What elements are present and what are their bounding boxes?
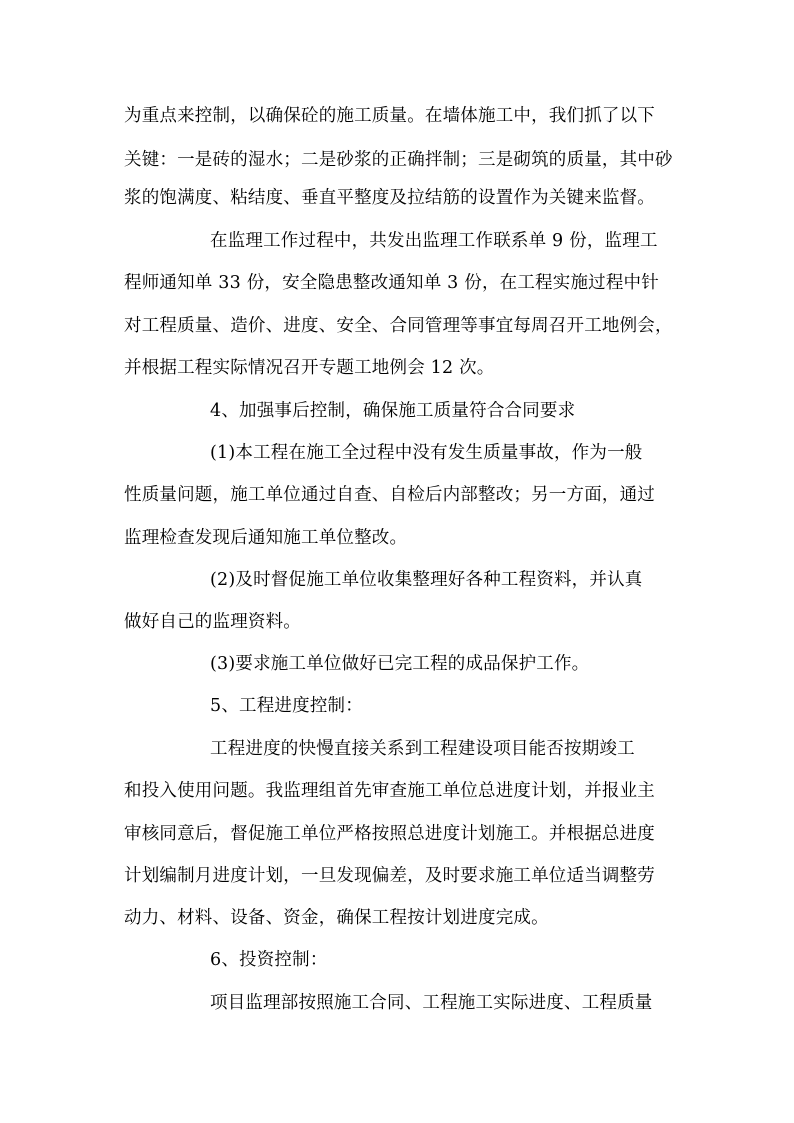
paragraph-line: (1)本工程在施工全过程中没有发生质量事故，作为一般 (210, 443, 643, 463)
paragraph-line: 做好自己的监理资料。 (124, 612, 301, 632)
paragraph-line: 对工程质量、造价、进度、安全、合同管理等事宜每周召开工地例会， (124, 316, 673, 336)
paragraph-line: 项目监理部按照施工合同、工程施工实际进度、工程质量 (210, 993, 653, 1013)
paragraph-line: 计划编制月进度计划，一旦发现偏差，及时要求施工单位适当调整劳 (124, 866, 655, 886)
paragraph-line: 工程进度的快慢直接关系到工程建设项目能否按期竣工 (210, 739, 635, 759)
paragraph-line: 浆的饱满度、粘结度、垂直平整度及拉结筋的设置作为关键来监督。 (124, 188, 655, 208)
paragraph-line: 在监理工作过程中，共发出监理工作联系单 9 份，监理工 (210, 231, 658, 251)
paragraph-line: 和投入使用问题。我监理组首先审查施工单位总进度计划，并报业主 (124, 781, 655, 801)
paragraph-line: 性质量问题，施工单位通过自查、自检后内部整改；另一方面，通过 (124, 485, 655, 505)
paragraph-line: 为重点来控制，以确保砼的施工质量。在墙体施工中，我们抓了以下 (124, 106, 655, 126)
paragraph-line: 动力、材料、设备、资金，确保工程按计划进度完成。 (124, 908, 549, 928)
section-heading: 6、投资控制： (210, 950, 328, 970)
paragraph-line: 关键：一是砖的湿水；二是砂浆的正确拌制；三是砌筑的质量，其中砂 (124, 150, 673, 170)
paragraph-line: (3)要求施工单位做好已完工程的成品保护工作。 (210, 654, 590, 674)
paragraph-line: (2)及时督促施工单位收集整理好各种工程资料，并认真 (210, 570, 643, 590)
paragraph-line: 程师通知单 33 份，安全隐患整改通知单 3 份，在工程实施过程中针 (124, 273, 659, 293)
section-heading: 5、工程进度控制： (210, 696, 363, 716)
paragraph-line: 审核同意后，督促施工单位严格按照总进度计划施工。并根据总进度 (124, 824, 655, 844)
paragraph-line: 并根据工程实际情况召开专题工地例会 12 次。 (124, 358, 495, 378)
section-heading: 4、加强事后控制，确保施工质量符合合同要求 (210, 401, 576, 421)
paragraph-line: 监理检查发现后通知施工单位整改。 (124, 528, 408, 548)
